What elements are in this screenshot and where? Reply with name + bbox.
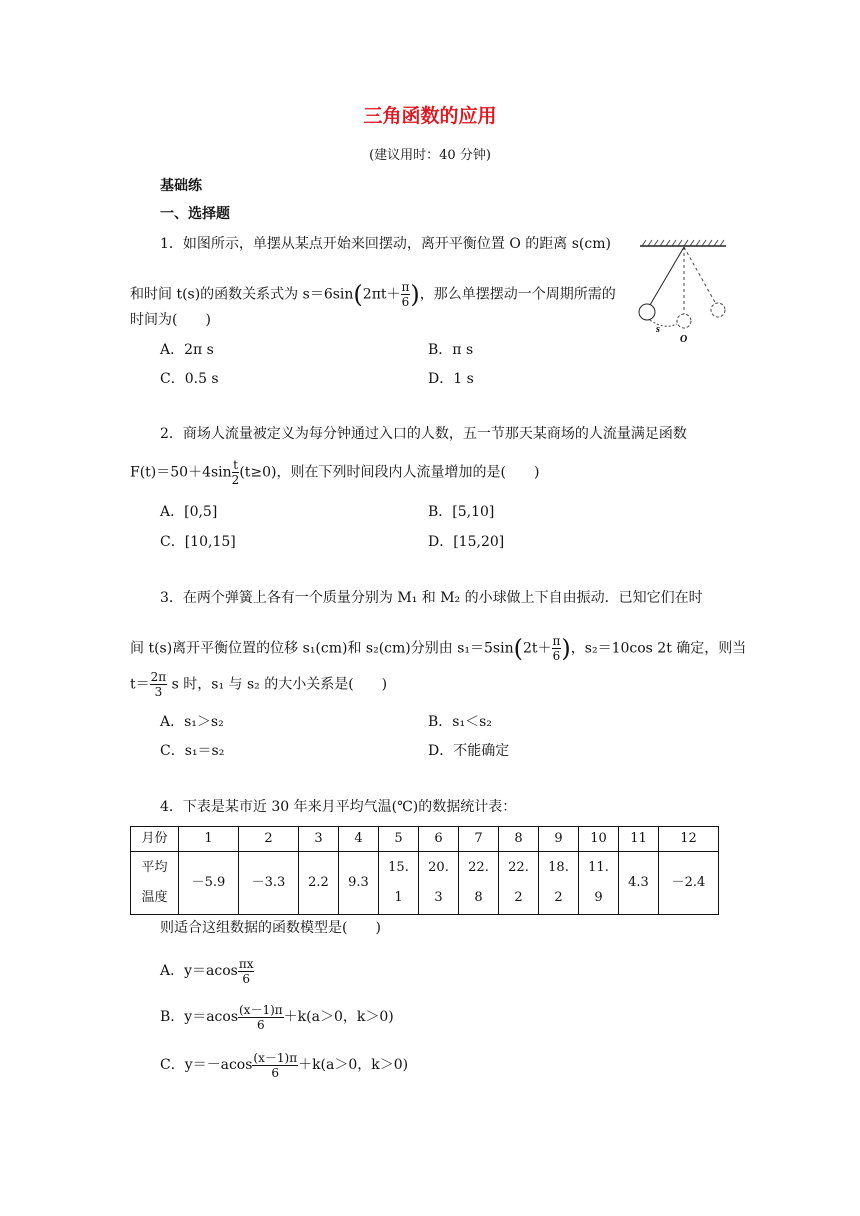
temp-bottom: 1 bbox=[394, 890, 403, 905]
q4-optc-text: C．y＝－acos bbox=[160, 1057, 253, 1073]
table-cell: 12 bbox=[659, 827, 719, 852]
q3-paren-left: ( bbox=[513, 634, 523, 663]
q1-frac-den: 6 bbox=[401, 295, 410, 309]
pendulum-figure bbox=[636, 238, 728, 346]
q1-option-d[interactable]: D．1 s bbox=[428, 371, 474, 387]
q1-line3: 时间为( ) bbox=[130, 312, 211, 328]
temp-top: 2.2 bbox=[308, 875, 329, 890]
q1-line1: 1．如图所示，单摆从某点开始来回摆动，离开平衡位置 O 的距离 s(cm) bbox=[160, 236, 611, 252]
table-cell: 7 bbox=[459, 827, 499, 852]
table-cell: 11 bbox=[619, 827, 659, 852]
q2-line1: 2．商场人流量被定义为每分钟通过入口的人数，五一节那天某商场的人流量满足函数 bbox=[160, 426, 687, 442]
table-cell: 1 bbox=[179, 827, 239, 852]
q4-line1: 4．下表是某市近 30 年来月平均气温(℃)的数据统计表： bbox=[160, 799, 517, 815]
q4-optb-den: 6 bbox=[257, 1018, 265, 1032]
temp-top: 18. bbox=[548, 860, 569, 875]
q4-opta-text: A．y＝acos bbox=[160, 963, 238, 979]
temp-top: 11. bbox=[588, 860, 609, 875]
table-cell: 9 bbox=[539, 827, 579, 852]
q1-frac-num: π bbox=[401, 280, 410, 294]
q2-line2 bbox=[130, 458, 539, 487]
q1-option-a[interactable]: A．2π s bbox=[160, 342, 214, 358]
temp-bottom: 2 bbox=[514, 890, 523, 905]
q2-frac-den: 2 bbox=[231, 473, 240, 487]
header-month: 月份 bbox=[131, 827, 179, 852]
q3-option-a[interactable]: A．s₁＞s₂ bbox=[160, 714, 224, 730]
table-cell: 5 bbox=[379, 827, 419, 852]
q1-line2 bbox=[130, 280, 616, 309]
page-title: 三角函数的应用 bbox=[363, 105, 497, 127]
header-temp-line2: 温度 bbox=[141, 890, 168, 905]
table-cell bbox=[659, 852, 719, 915]
table-cell bbox=[579, 852, 619, 915]
q4-optb-text: B．y＝acos bbox=[160, 1009, 238, 1025]
table-cell: 8 bbox=[499, 827, 539, 852]
q3-line1: 3．在两个弹簧上各有一个质量分别为 M₁ 和 M₂ 的小球做上下自由振动．已知它们在时 bbox=[160, 590, 703, 606]
header-temp-line1: 平均 bbox=[141, 860, 168, 875]
q1-text-a: 和时间 t(s)的函数关系式为 s＝6sin bbox=[130, 286, 354, 303]
q3-text-d: s 时，s₁ 与 s₂ 的大小关系是( ) bbox=[167, 676, 388, 693]
q4-option-a[interactable] bbox=[160, 956, 254, 986]
fig-label-o: O bbox=[680, 334, 688, 345]
temp-top: 22. bbox=[508, 860, 529, 875]
table-cell bbox=[179, 852, 239, 915]
q2-frac-num: t bbox=[233, 458, 238, 472]
table-cell bbox=[419, 852, 459, 915]
table-cell bbox=[379, 852, 419, 915]
table-cell: 2 bbox=[239, 827, 299, 852]
header-temperature bbox=[131, 852, 179, 915]
q3-frac2-den: 3 bbox=[154, 685, 163, 699]
temp-bottom: 8 bbox=[474, 890, 483, 905]
q4-optc-den: 6 bbox=[271, 1066, 280, 1080]
q4-optc-tail: ＋k(a＞0，k＞0) bbox=[298, 1057, 409, 1073]
q3-frac-den: 6 bbox=[552, 649, 561, 663]
q2-text-b: (t≥0)，则在下列时间段内人流量增加的是( ) bbox=[239, 464, 540, 481]
time-suggestion: (建议用时：40 分钟) bbox=[369, 148, 491, 163]
q4-optb-num: (x－1)π bbox=[239, 1003, 283, 1017]
q3-line3 bbox=[130, 670, 387, 699]
table-cell bbox=[539, 852, 579, 915]
q4-option-b[interactable] bbox=[160, 1002, 394, 1032]
temperature-table bbox=[130, 826, 719, 915]
temp-top: －2.4 bbox=[671, 875, 706, 890]
q4-prompt: 则适合这组数据的函数模型是( ) bbox=[160, 920, 381, 936]
q4-opta-num: πx bbox=[238, 957, 254, 971]
q4-optc-num: (x－1)π bbox=[253, 1051, 298, 1065]
fig-label-s: s bbox=[656, 324, 660, 335]
table-cell: 10 bbox=[579, 827, 619, 852]
q3-paren-right: ) bbox=[561, 634, 571, 663]
table-row-temperature bbox=[131, 852, 719, 915]
table-cell bbox=[499, 852, 539, 915]
q3-frac-num: π bbox=[552, 634, 561, 648]
right-string bbox=[684, 247, 716, 304]
table-cell bbox=[299, 852, 339, 915]
q4-opta-fraction bbox=[238, 957, 255, 986]
q3-line2 bbox=[130, 634, 746, 663]
q3-text-c: t＝ bbox=[130, 676, 150, 693]
pendulum-string bbox=[650, 247, 684, 305]
q1-option-b[interactable]: B．π s bbox=[428, 342, 474, 358]
q3-text-b: ，s₂＝10cos 2t 确定，则当 bbox=[570, 640, 747, 657]
q3-option-d[interactable]: D．不能确定 bbox=[428, 743, 510, 759]
arc-path bbox=[650, 320, 677, 326]
q3-text-a: 间 t(s)离开平衡位置的位移 s₁(cm)和 s₂(cm)分别由 s₁＝5sin bbox=[130, 640, 514, 657]
table-cell: 3 bbox=[299, 827, 339, 852]
table-cell: 6 bbox=[419, 827, 459, 852]
q4-optb-fraction bbox=[238, 1003, 284, 1032]
q3-inner: 2t＋ bbox=[522, 640, 552, 657]
q2-option-c[interactable]: C．[10,15] bbox=[160, 534, 236, 550]
table-cell bbox=[239, 852, 299, 915]
q3-option-c[interactable]: C．s₁＝s₂ bbox=[160, 743, 225, 759]
table-cell bbox=[339, 852, 379, 915]
temp-top: 4.3 bbox=[628, 875, 649, 890]
temp-top: 15. bbox=[388, 860, 409, 875]
equilibrium-ball bbox=[677, 314, 691, 328]
q4-opta-den: 6 bbox=[242, 972, 250, 986]
pendulum-ball bbox=[639, 304, 655, 320]
table-cell bbox=[619, 852, 659, 915]
part-heading: 一、选择题 bbox=[160, 206, 230, 222]
section-heading: 基础练 bbox=[160, 178, 202, 194]
q2-option-d[interactable]: D．[15,20] bbox=[428, 534, 505, 550]
table-cell: 4 bbox=[339, 827, 379, 852]
table-row-months bbox=[131, 827, 719, 852]
q2-option-b[interactable]: B．[5,10] bbox=[428, 504, 495, 520]
q4-optc-fraction bbox=[252, 1051, 298, 1080]
q3-option-b[interactable]: B．s₁＜s₂ bbox=[428, 714, 492, 730]
q3-frac2-num: 2π bbox=[150, 670, 167, 684]
q1-paren-right: ) bbox=[410, 280, 420, 309]
ceiling-hatch bbox=[642, 240, 724, 246]
temp-top: －5.9 bbox=[191, 875, 226, 890]
right-ball bbox=[711, 303, 725, 317]
temp-top: －3.3 bbox=[251, 875, 286, 890]
q4-optb-tail: ＋k(a＞0，k＞0) bbox=[283, 1009, 394, 1025]
q1-paren-left: ( bbox=[353, 280, 363, 309]
q1-fraction bbox=[401, 280, 411, 309]
q1-option-c[interactable]: C．0.5 s bbox=[160, 371, 219, 387]
temp-top: 20. bbox=[428, 860, 449, 875]
table-cell bbox=[459, 852, 499, 915]
q3-fraction-2 bbox=[150, 670, 168, 699]
q1-inner: 2πt＋ bbox=[362, 286, 401, 303]
temp-top: 9.3 bbox=[348, 875, 369, 890]
q3-fraction bbox=[552, 634, 562, 663]
temp-top: 22. bbox=[468, 860, 489, 875]
q2-text-a: F(t)＝50＋4sin bbox=[130, 464, 232, 481]
temp-bottom: 3 bbox=[434, 890, 443, 905]
q4-option-c[interactable] bbox=[160, 1050, 408, 1080]
temp-bottom: 9 bbox=[594, 890, 603, 905]
q2-option-a[interactable]: A．[0,5] bbox=[160, 504, 218, 520]
temp-bottom: 2 bbox=[554, 890, 563, 905]
q1-text-b: ，那么单摆摆动一个周期所需的 bbox=[419, 286, 616, 303]
